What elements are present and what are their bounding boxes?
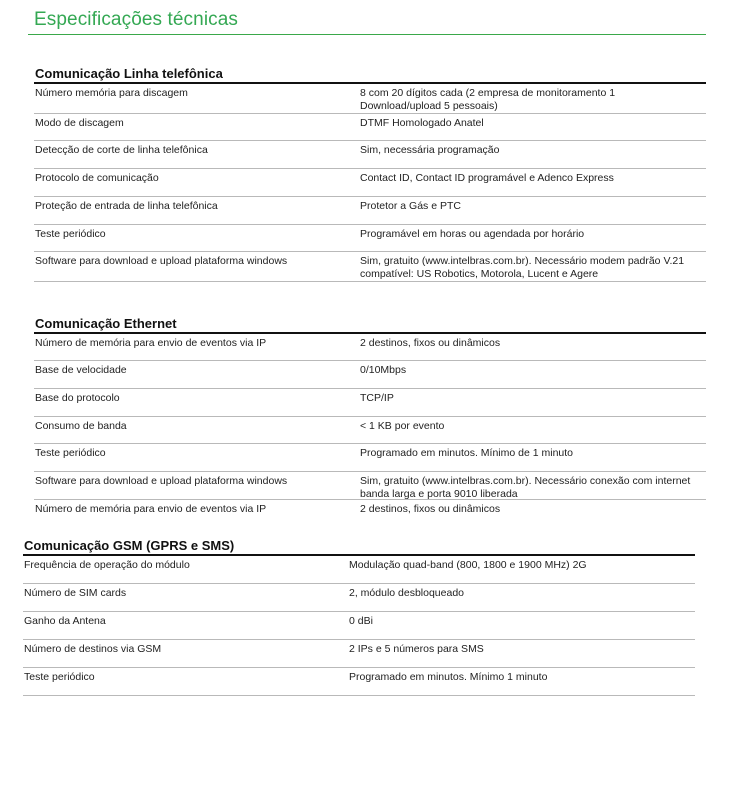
spec-label: Número de destinos via GSM	[24, 643, 162, 655]
spec-value: DTMF Homologado Anatel	[360, 117, 484, 129]
spec-label: Modo de discagem	[35, 117, 124, 129]
spec-value: 0 dBi	[349, 615, 373, 627]
spec-row	[34, 225, 706, 252]
spec-label: Proteção de entrada de linha telefônica	[35, 200, 218, 212]
spec-value: Sim, necessária programação	[360, 144, 500, 156]
spec-value: 2, módulo desbloqueado	[349, 587, 465, 599]
spec-label: Teste periódico	[35, 447, 106, 459]
spec-row	[23, 612, 695, 640]
title-divider	[28, 34, 706, 35]
spec-label: Teste periódico	[24, 671, 95, 683]
spec-value: 2 destinos, fixos ou dinâmicos	[360, 503, 501, 515]
spec-label: Base do protocolo	[35, 392, 120, 404]
spec-value: Contact ID, Contact ID programável e Adenco Express	[360, 172, 614, 184]
spec-value: 0/10Mbps	[360, 364, 407, 376]
spec-row	[34, 361, 706, 389]
spec-label: Número de memória para envio de eventos via IP	[35, 337, 267, 349]
spec-label: Número de SIM cards	[24, 587, 127, 599]
spec-value: Modulação quad-band (800, 1800 e 1900 MHz) 2G	[349, 559, 587, 571]
spec-row	[34, 169, 706, 197]
section-gsm	[23, 538, 695, 696]
spec-label: Base de velocidade	[35, 364, 127, 376]
spec-row	[23, 668, 695, 696]
spec-label: Teste periódico	[35, 228, 106, 240]
spec-value: Programado em minutos. Mínimo 1 minuto	[349, 671, 548, 683]
spec-label: Software para download e upload plataforma windows	[35, 255, 288, 267]
spec-row	[34, 334, 706, 361]
spec-value: 8 com 20 dígitos cada (2 empresa de monitoramento 1 Download/upload 5 pessoais)	[360, 87, 616, 112]
spec-row	[34, 84, 706, 114]
section-title: Comunicação Linha telefônica	[35, 66, 223, 81]
spec-row	[34, 197, 706, 225]
spec-row	[23, 556, 695, 584]
spec-row	[23, 584, 695, 612]
spec-row	[34, 389, 706, 417]
section-ethernet	[34, 316, 706, 520]
spec-value: Sim, gratuito (www.intelbras.com.br). Necessário modem padrão V.21 compatível: US Robotics, Motorola, Lucent e Agere	[360, 255, 685, 280]
spec-label: Ganho da Antena	[24, 615, 106, 627]
section-title: Comunicação GSM (GPRS e SMS)	[24, 538, 235, 553]
spec-label: Detecção de corte de linha telefônica	[35, 144, 208, 156]
page-title: Especificações técnicas	[34, 9, 239, 30]
spec-value: 2 destinos, fixos ou dinâmicos	[360, 337, 501, 349]
spec-row	[34, 252, 706, 282]
spec-label: Consumo de banda	[35, 420, 127, 432]
spec-value: < 1 KB por evento	[360, 420, 445, 432]
spec-row	[34, 500, 706, 520]
section-linha-telefonica	[34, 66, 706, 282]
spec-value: Protetor a Gás e PTC	[360, 200, 461, 212]
spec-label: Número memória para discagem	[35, 87, 188, 99]
spec-label: Número de memória para envio de eventos via IP	[35, 503, 267, 515]
spec-value: Programável em horas ou agendada por horário	[360, 228, 585, 240]
spec-label: Software para download e upload plataforma windows	[35, 475, 288, 487]
section-title: Comunicação Ethernet	[35, 316, 177, 331]
spec-value: Programado em minutos. Mínimo de 1 minuto	[360, 447, 574, 459]
spec-value: TCP/IP	[360, 392, 394, 404]
spec-label: Protocolo de comunicação	[35, 172, 159, 184]
spec-label: Frequência de operação do módulo	[24, 559, 190, 571]
spec-row	[34, 114, 706, 141]
spec-row	[34, 417, 706, 444]
spec-row	[23, 640, 695, 668]
spec-value: 2 IPs e 5 números para SMS	[349, 643, 484, 655]
spec-row	[34, 472, 706, 500]
spec-row	[34, 444, 706, 472]
spec-value: Sim, gratuito (www.intelbras.com.br). Necessário conexão com internet banda larga e porta 9010 liberada	[360, 475, 691, 500]
spec-row	[34, 141, 706, 169]
